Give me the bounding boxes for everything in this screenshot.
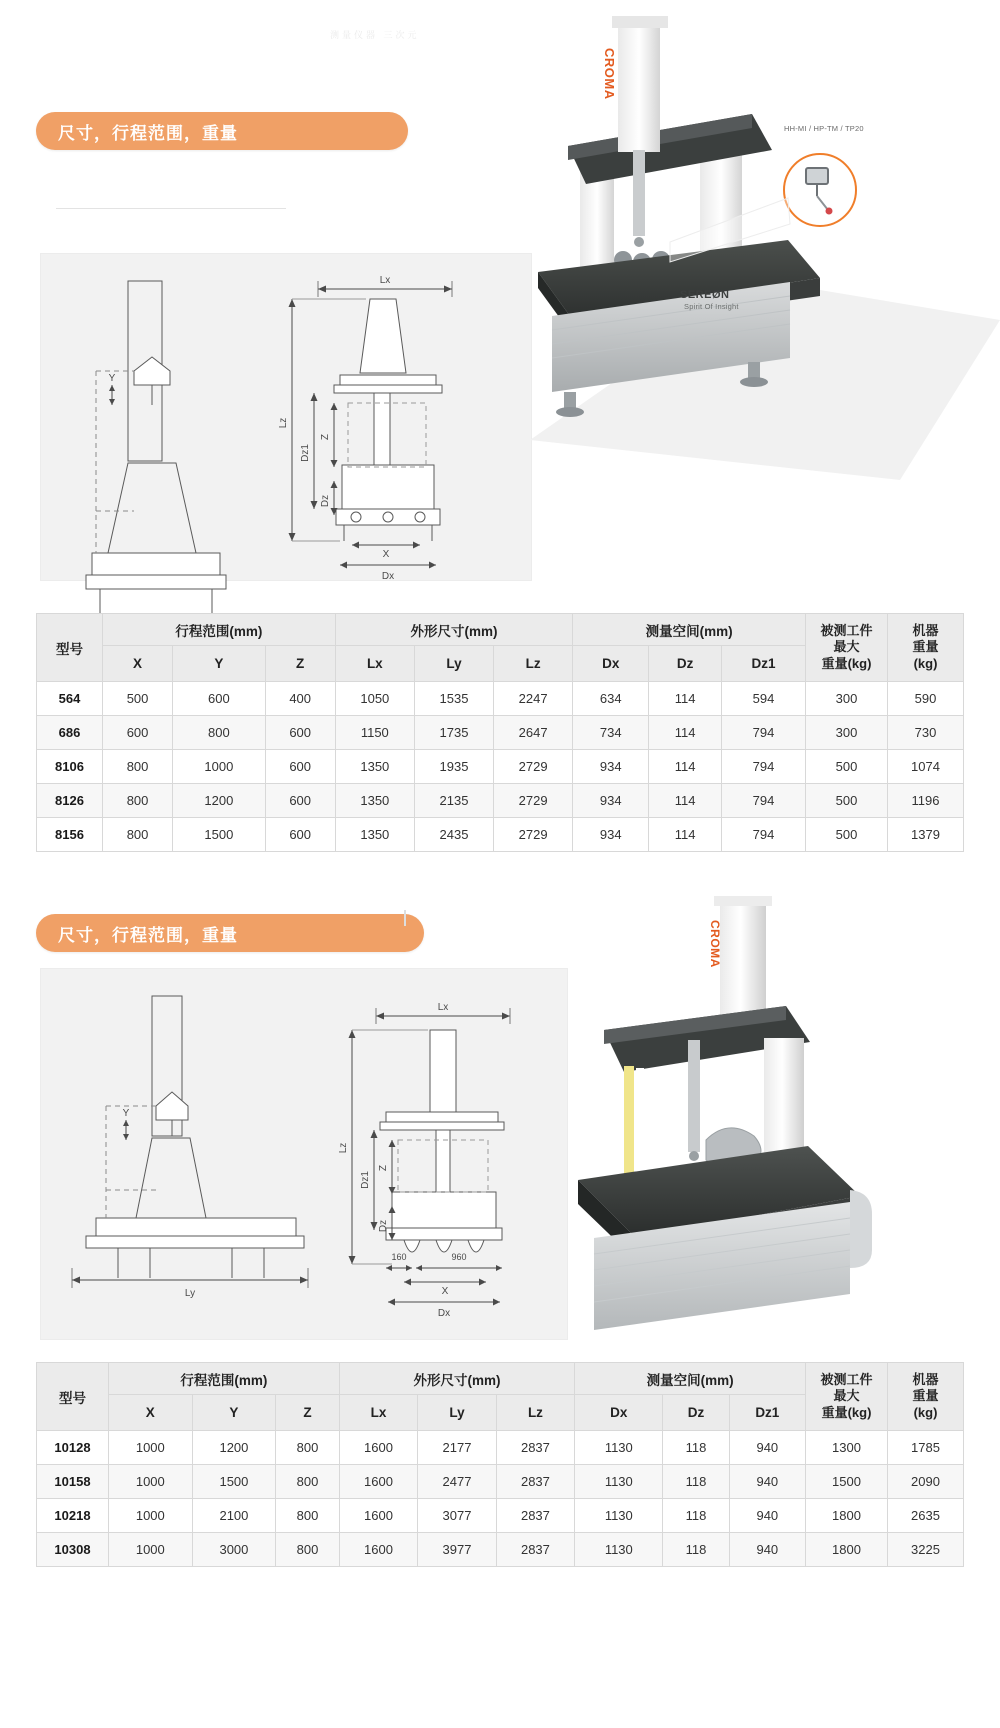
header-group-measure: 测量空间(mm) [575,1363,806,1395]
machine-brand-2: CROMA [708,920,722,968]
cell-model: 10218 [37,1499,109,1533]
cell-model: 8106 [37,750,103,784]
cell-machine-weight: 590 [888,682,964,716]
cell-part-weight: 1800 [806,1533,888,1567]
dim-label-dx-2: Dx [437,1308,451,1319]
cell-y: 1200 [173,784,265,818]
header-dx: Dx [575,1395,663,1431]
cell-lz: 2837 [496,1533,574,1567]
header-z: Z [276,1395,340,1431]
header-group-outer: 外形尺寸(mm) [335,614,572,646]
dim-label-x-2: X [441,1286,449,1297]
cell-part-weight: 1800 [806,1499,888,1533]
header-part-weight [806,1363,888,1431]
table-row [37,1499,964,1533]
table-header-row-groups [37,1363,964,1395]
cell-part-weight: 500 [806,784,888,818]
header-group-measure: 测量空间(mm) [573,614,806,646]
cell-x: 1000 [109,1533,193,1567]
divider-line-top-2 [404,910,406,926]
dim-label-x-1: X [382,549,390,560]
cell-model: 564 [37,682,103,716]
header-model: 型号 [37,1363,109,1431]
cell-z: 800 [276,1499,340,1533]
cell-model: 10128 [37,1431,109,1465]
cell-dz1: 940 [729,1431,805,1465]
dim-label-ly-2: Ly [184,1288,196,1299]
header-machine-weight-line1: 机器 [912,623,939,639]
section-2-heading-label: 尺寸，行程范围，重量 [58,925,238,945]
cell-lx: 1600 [339,1499,417,1533]
cell-z: 600 [265,750,335,784]
cell-ly: 3077 [418,1499,496,1533]
cell-dx: 934 [573,818,649,852]
header-dz: Dz [649,646,722,682]
header-x: X [103,646,173,682]
section-1-machine-photo [490,10,1000,610]
dim-label-z-2: Z [378,1164,389,1172]
cell-z: 400 [265,682,335,716]
cell-x: 600 [103,716,173,750]
machine-brand-table: SEREØN [680,289,730,301]
cell-lx: 1350 [335,750,414,784]
cell-y: 800 [173,716,265,750]
cell-z: 800 [276,1431,340,1465]
cell-dz: 118 [663,1465,729,1499]
dim-label-160: 160 [391,1252,407,1262]
cell-dz1: 940 [729,1533,805,1567]
cell-part-weight: 500 [806,750,888,784]
cell-dx: 934 [573,784,649,818]
dim-label-y-2: Y [122,1108,130,1119]
cell-ly: 1935 [414,750,493,784]
header-lx: Lx [335,646,414,682]
dim-label-dz-2: Dz [378,1219,389,1233]
cell-dz1: 794 [722,716,806,750]
header-part-weight-line2: 最大 [833,1388,860,1404]
cell-model: 10158 [37,1465,109,1499]
cell-lx: 1350 [335,784,414,818]
cell-x: 1000 [109,1465,193,1499]
header-part-weight-line1: 被测工件 [820,1372,873,1388]
divider-line-top-1 [56,208,286,209]
cell-machine-weight: 1074 [888,750,964,784]
cell-dx: 934 [573,750,649,784]
cell-dz: 114 [649,750,722,784]
cell-ly: 2477 [418,1465,496,1499]
table-row [37,682,964,716]
dim-label-dz-1: Dz [320,494,331,508]
header-y: Y [173,646,265,682]
cell-machine-weight: 2090 [888,1465,964,1499]
dim-label-dx-1: Dx [381,571,395,582]
table-row [37,1465,964,1499]
header-part-weight-line3: 重量(kg) [821,1404,872,1420]
cell-dx: 1130 [575,1431,663,1465]
header-model: 型号 [37,614,103,682]
header-ly: Ly [418,1395,496,1431]
cell-y: 1200 [192,1431,276,1465]
table-header-row-groups [37,614,964,646]
header-dx: Dx [573,646,649,682]
cell-y: 600 [173,682,265,716]
cell-machine-weight: 1379 [888,818,964,852]
cell-model: 8126 [37,784,103,818]
header-y: Y [192,1395,276,1431]
cell-lz: 2729 [494,818,573,852]
section-1-heading-label: 尺寸，行程范围，重量 [58,123,238,143]
cell-y: 1500 [192,1465,276,1499]
probe-callout-label: HH-MI / HP-TM / TP20 [784,124,864,133]
dim-label-dz1-2: Dz1 [360,1171,371,1189]
header-lz: Lz [494,646,573,682]
cell-dz1: 940 [729,1465,805,1499]
cell-dz: 114 [649,716,722,750]
cell-machine-weight: 2635 [888,1499,964,1533]
cell-ly: 1535 [414,682,493,716]
section-1-table-body [37,682,964,852]
cell-lz: 2729 [494,784,573,818]
cell-part-weight: 300 [806,682,888,716]
cell-y: 3000 [192,1533,276,1567]
cell-dx: 1130 [575,1465,663,1499]
header-x: X [109,1395,193,1431]
cell-lz: 2837 [496,1499,574,1533]
watermark-text: 测量仪器 三次元 [330,30,420,40]
table-row [37,750,964,784]
section-2-heading [36,914,424,952]
cell-lz: 2837 [496,1431,574,1465]
cell-dz: 118 [663,1499,729,1533]
cell-dz1: 794 [722,818,806,852]
cell-ly: 3977 [418,1533,496,1567]
header-machine-weight [888,614,964,682]
cell-dz: 118 [663,1533,729,1567]
cell-dz1: 594 [722,682,806,716]
section-2-table-head [37,1363,964,1431]
cell-part-weight: 1300 [806,1431,888,1465]
header-ly: Ly [414,646,493,682]
cell-dz: 114 [649,784,722,818]
cell-dz1: 940 [729,1499,805,1533]
header-lx: Lx [339,1395,417,1431]
cell-model: 8156 [37,818,103,852]
cell-x: 1000 [109,1499,193,1533]
header-part-weight-line2: 最大 [833,639,860,655]
dim-label-960: 960 [451,1252,467,1262]
cell-model: 10308 [37,1533,109,1567]
cell-lx: 1600 [339,1465,417,1499]
dim-label-dz1-1: Dz1 [300,444,311,462]
table-row [37,716,964,750]
cell-x: 500 [103,682,173,716]
cell-dz: 118 [663,1431,729,1465]
dim-label-y-1: Y [108,373,116,384]
machine-brand-tagline: Spirit Of Insight [684,302,739,311]
header-part-weight-line3: 重量(kg) [821,655,872,671]
cell-ly: 1735 [414,716,493,750]
cell-machine-weight: 730 [888,716,964,750]
section-1-spec-table [36,613,964,852]
cell-machine-weight: 1785 [888,1431,964,1465]
header-group-outer: 外形尺寸(mm) [339,1363,574,1395]
cell-x: 800 [103,784,173,818]
cell-lx: 1150 [335,716,414,750]
header-machine-weight-line2: 重量 [912,639,939,655]
cell-z: 600 [265,818,335,852]
cell-x: 1000 [109,1431,193,1465]
cell-lz: 2647 [494,716,573,750]
cell-part-weight: 300 [806,716,888,750]
header-machine-weight-line3: (kg) [913,1404,938,1420]
dim-label-lx-2: Lx [437,1002,449,1013]
cell-dx: 634 [573,682,649,716]
cell-z: 600 [265,716,335,750]
table-row [37,818,964,852]
cell-z: 600 [265,784,335,818]
cell-dz: 114 [649,682,722,716]
cell-y: 2100 [192,1499,276,1533]
cell-z: 800 [276,1533,340,1567]
machine-brand-top: CROMA [602,48,617,100]
header-group-travel: 行程范围(mm) [109,1363,340,1395]
cell-lz: 2729 [494,750,573,784]
header-dz1: Dz1 [722,646,806,682]
cell-model: 686 [37,716,103,750]
header-machine-weight-line1: 机器 [912,1372,939,1388]
header-z: Z [265,646,335,682]
cell-part-weight: 500 [806,818,888,852]
cell-lx: 1050 [335,682,414,716]
header-dz1: Dz1 [729,1395,805,1431]
cell-lx: 1350 [335,818,414,852]
cell-y: 1500 [173,818,265,852]
dim-label-lz-1: Lz [278,417,289,429]
cell-y: 1000 [173,750,265,784]
cell-lx: 1600 [339,1533,417,1567]
section-1-heading [36,112,408,150]
cell-lz: 2247 [494,682,573,716]
cell-ly: 2135 [414,784,493,818]
header-machine-weight-line2: 重量 [912,1388,939,1404]
cell-x: 800 [103,818,173,852]
table-row [37,1431,964,1465]
header-machine-weight-line3: (kg) [913,655,938,671]
header-lz: Lz [496,1395,574,1431]
cell-ly: 2177 [418,1431,496,1465]
cell-ly: 2435 [414,818,493,852]
cell-part-weight: 1500 [806,1465,888,1499]
table-row [37,784,964,818]
cell-lx: 1600 [339,1431,417,1465]
cell-dx: 1130 [575,1533,663,1567]
cell-dx: 1130 [575,1499,663,1533]
dim-label-lx-1: Lx [379,275,391,286]
cell-dx: 734 [573,716,649,750]
section-2-spec-table [36,1362,964,1567]
section-2-table-body [37,1431,964,1567]
cell-machine-weight: 1196 [888,784,964,818]
header-part-weight-line1: 被测工件 [820,623,873,639]
header-dz: Dz [663,1395,729,1431]
table-row [37,1533,964,1567]
cell-dz: 114 [649,818,722,852]
cell-dz1: 794 [722,784,806,818]
section-1-table-head [37,614,964,682]
dim-label-lz-2: Lz [338,1142,349,1154]
header-group-travel: 行程范围(mm) [103,614,336,646]
header-machine-weight [888,1363,964,1431]
dim-label-z-1: Z [320,433,331,441]
cell-machine-weight: 3225 [888,1533,964,1567]
cell-lz: 2837 [496,1465,574,1499]
cell-dz1: 794 [722,750,806,784]
cell-x: 800 [103,750,173,784]
cell-z: 800 [276,1465,340,1499]
header-part-weight [806,614,888,682]
section-2-machine-photo [560,890,1000,1350]
